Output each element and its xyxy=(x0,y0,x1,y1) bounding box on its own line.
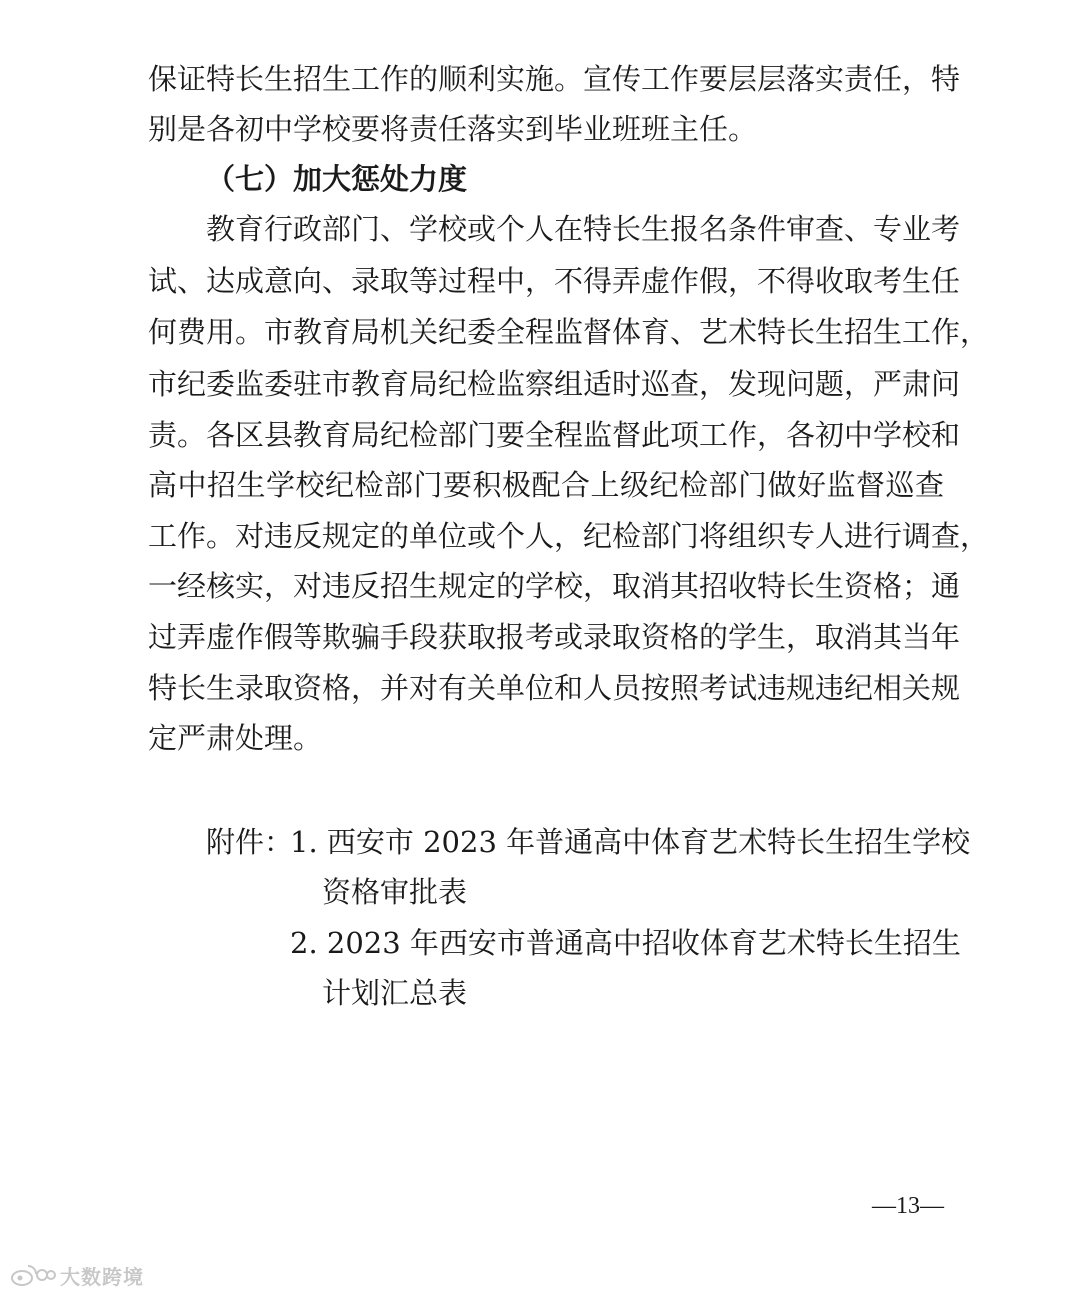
watermark xyxy=(10,1262,144,1288)
weibo-logo-icon xyxy=(10,1262,56,1288)
attachment-item-2: 2. 2023 年西安市普通高中招收体育艺术特长生招生 xyxy=(290,926,961,960)
paragraph-line: 责。各区县教育局纪检部门要全程监督此项工作，各初中学校和 xyxy=(148,418,961,452)
paragraph-line: 定严肃处理。 xyxy=(148,721,323,755)
paragraph-line: 教育行政部门、学校或个人在特长生报名条件审查、专业考 xyxy=(206,212,961,246)
attachment-item-1: 1. 西安市 2023 年普通高中体育艺术特长生招生学校 xyxy=(290,825,971,859)
paragraph-line: 保证特长生招生工作的顺利实施。宣传工作要层层落实责任，特 xyxy=(148,62,961,96)
paragraph-line: 高中招生学校纪检部门要积极配合上级纪检部门做好监督巡查 xyxy=(148,468,944,502)
paragraph-line: 特长生录取资格，并对有关单位和人员按照考试违规违纪相关规 xyxy=(148,671,961,705)
paragraph-line: 工作。对违反规定的单位或个人，纪检部门将组织专人进行调查， xyxy=(148,519,990,553)
page-number: —13— xyxy=(872,1193,944,1219)
attachments-label: 附件： xyxy=(206,825,294,859)
watermark-text: 大数跨境 xyxy=(60,1264,144,1289)
paragraph-line: 试、达成意向、录取等过程中，不得弄虚作假，不得收取考生任 xyxy=(148,264,961,298)
attachment-item-2-continued: 计划汇总表 xyxy=(322,976,468,1010)
paragraph-line: 别是各初中学校要将责任落实到毕业班班主任。 xyxy=(148,112,758,146)
paragraph-line: 过弄虚作假等欺骗手段获取报考或录取资格的学生，取消其当年 xyxy=(148,620,961,654)
paragraph-line: 何费用。市教育局机关纪委全程监督体育、艺术特长生招生工作， xyxy=(148,315,990,349)
paragraph-line: 市纪委监委驻市教育局纪检监察组适时巡查，发现问题，严肃问 xyxy=(148,367,961,401)
attachment-item-1-continued: 资格审批表 xyxy=(322,875,468,909)
paragraph-line: 一经核实，对违反招生规定的学校，取消其招收特长生资格；通 xyxy=(148,569,961,603)
section-heading: （七）加大惩处力度 xyxy=(206,162,468,196)
